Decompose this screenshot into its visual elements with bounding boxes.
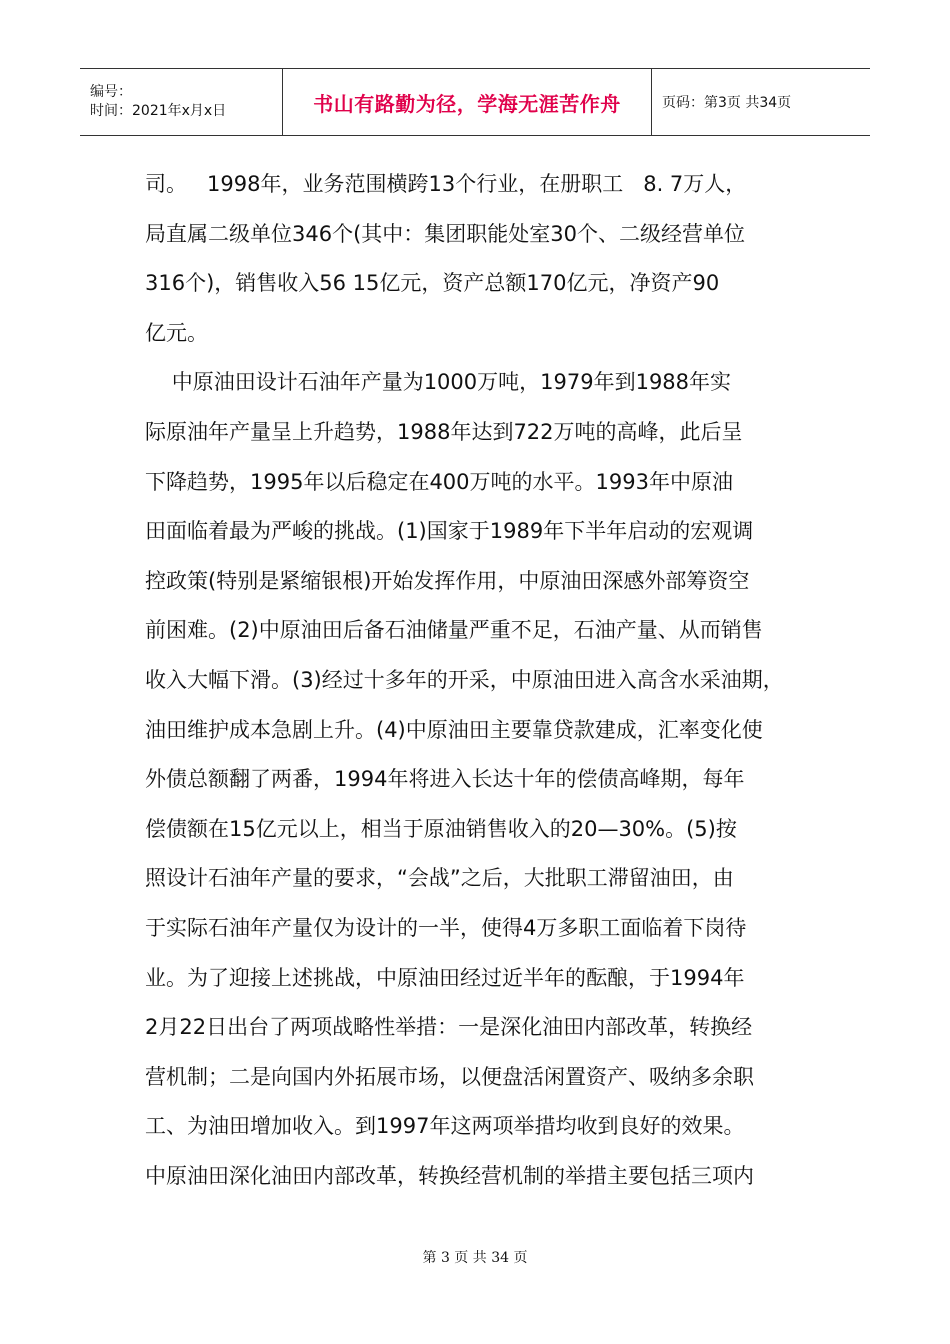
body-line: 收入大幅下滑。(3)经过十多年的开采，中原油田进入高含水采油期， <box>145 667 784 692</box>
document-number-label: 编号： <box>90 84 132 100</box>
body-line: 司。 1998年，业务范围横跨13个行业，在册职工 8. 7万人， <box>145 172 747 196</box>
body-line: 中原油田深化油田内部改革，转换经营机制的举措主要包括三项内 <box>145 1163 754 1188</box>
header-page-info: 页码：第3页 共34页 <box>662 95 792 111</box>
header-page-cell <box>652 69 870 135</box>
body-line: 于实际石油年产量仅为设计的一半，使得4万多职工面临着下岗待 <box>145 915 747 940</box>
body-line: 外债总额翻了两番，1994年将进入长达十年的偿债高峰期，每年 <box>145 767 745 792</box>
body-line: 控政策(特别是紧缩银根)开始发挥作用，中原油田深感外部筹资空 <box>145 568 750 593</box>
header-motto-cell <box>282 69 652 135</box>
body-line: 亿元。 <box>145 320 208 345</box>
body-line: 中原油田设计石油年产量为1000万吨，1979年到1988年实 <box>145 370 732 395</box>
header-meta <box>80 69 282 135</box>
document-date-label: 时间：2021年x月x日 <box>90 103 227 119</box>
body-line: 田面临着最为严峻的挑战。(1)国家于1989年下半年启动的宏观调 <box>145 519 754 544</box>
body-line: 偿债额在15亿元以上，相当于原油销售收入的20—30%。(5)按 <box>145 816 737 841</box>
page-header <box>80 68 870 136</box>
body-line: 营机制；二是向国内外拓展市场，以便盘活闲置资产、吸纳多余职 <box>145 1064 754 1089</box>
body-line: 316个)，销售收入56 15亿元，资产总额170亿元，净资产90 <box>145 271 720 296</box>
body-line: 工、为油田增加收入。到1997年这两项举措均收到良好的效果。 <box>145 1114 745 1139</box>
body-line: 2月22日出台了两项战略性举措：一是深化油田内部改革，转换经 <box>145 1015 753 1040</box>
header-motto: 书山有路勤为径，学海无涯苦作舟 <box>313 91 621 116</box>
body-line: 际原油年产量呈上升趋势，1988年达到722万吨的高峰，此后呈 <box>145 419 743 444</box>
footer-page-number: 第 3 页 共 34 页 <box>422 1250 528 1266</box>
body-line: 业。为了迎接上述挑战，中原油田经过近半年的酝酿，于1994年 <box>145 965 745 990</box>
body-line: 下降趋势，1995年以后稳定在400万吨的水平。1993年中原油 <box>145 469 733 494</box>
document-body <box>145 160 815 1201</box>
body-line: 局直属二级单位346个(其中：集团职能处室30个、二级经营单位 <box>145 221 745 246</box>
body-line: 前困难。(2)中原油田后备石油储量严重不足，石油产量、从而销售 <box>145 618 763 643</box>
body-line: 油田维护成本急剧上升。(4)中原油田主要靠贷款建成，汇率变化使 <box>145 717 763 742</box>
body-line: 照设计石油年产量的要求，“会战”之后，大批职工滞留油田，由 <box>145 866 734 891</box>
page-footer <box>0 1247 950 1267</box>
